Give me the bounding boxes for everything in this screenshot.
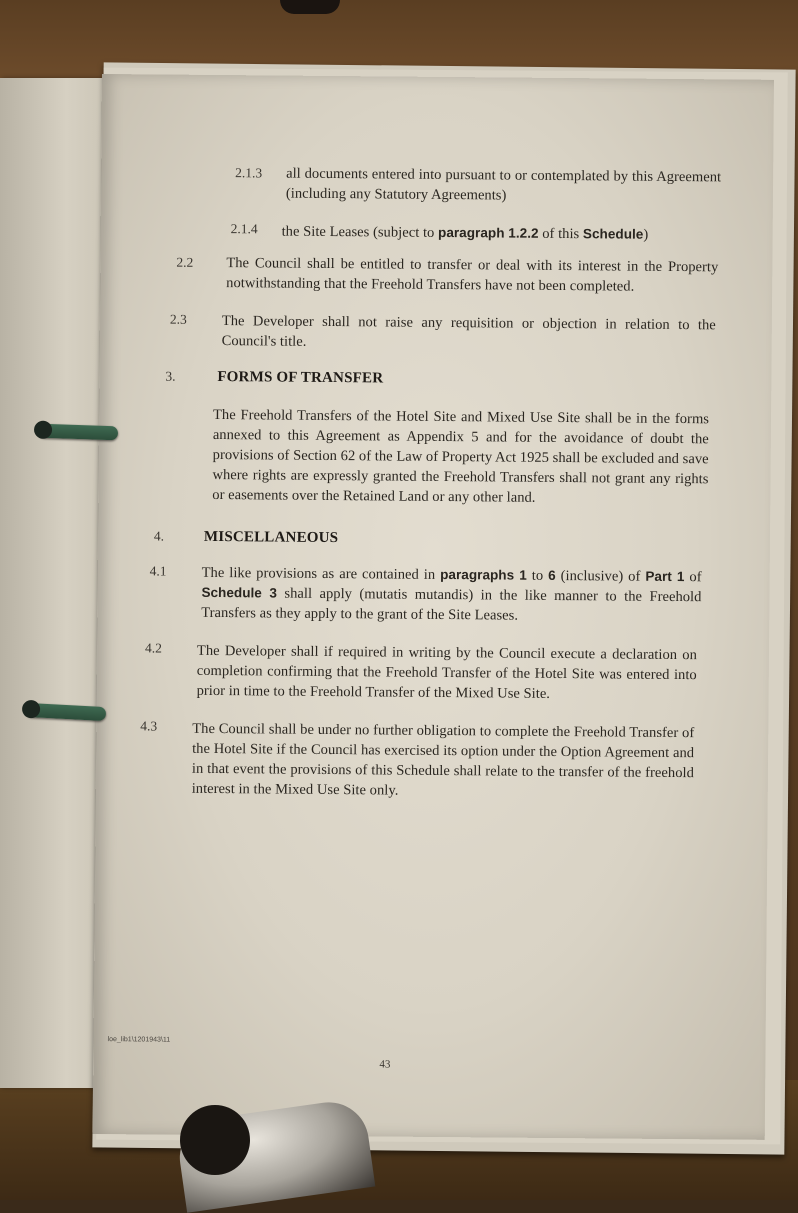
document-reference: loe_lib1\1201943\11 bbox=[107, 1036, 171, 1044]
clause-number: 2.1.3 bbox=[235, 165, 263, 181]
clause-text-part: ) bbox=[643, 226, 649, 243]
clause-text: The Council shall be under no further obligation to complete the Freehold Transfer of the Hotel Site if the Council has exercised its option under the Option Agreement and in that event the provisions of this Schedule shall relate to the transfer of the freehold interest in the Mixed Use Site only. bbox=[191, 720, 695, 799]
desk-object-cap bbox=[180, 1105, 250, 1175]
cross-reference: paragraphs 1 bbox=[440, 566, 527, 583]
clause-text-part: of this bbox=[538, 225, 584, 243]
cross-reference: paragraph 1.2.2 bbox=[438, 224, 539, 241]
section-number: 4. bbox=[153, 528, 165, 544]
document-page bbox=[93, 74, 774, 1140]
clause-text-part: The like provisions as are contained in bbox=[201, 564, 441, 583]
clause-number: 2.3 bbox=[169, 311, 187, 327]
clause-text bbox=[282, 222, 722, 246]
clause-text-part: to bbox=[526, 567, 549, 584]
clause-text-part: (inclusive) of bbox=[555, 567, 646, 585]
clause-number: 4.3 bbox=[140, 718, 158, 734]
clause-text: The Council shall be entitled to transfer or deal with its interest in the Property notwithstanding that the Freehold Transfers have not been completed. bbox=[226, 255, 719, 295]
clause-number: 2.2 bbox=[176, 254, 194, 270]
page-number: 43 bbox=[379, 1058, 391, 1071]
binding-hole bbox=[34, 420, 53, 439]
clause-number: 4.1 bbox=[149, 563, 167, 579]
clause-text: all documents entered into pursuant to or contemplated by this Agreement (including any Statutory Agreements) bbox=[285, 165, 722, 204]
clause-text-part: of bbox=[684, 569, 702, 586]
binding-hole bbox=[22, 700, 41, 719]
clause-text bbox=[201, 563, 702, 627]
clause-text: The Developer shall not raise any requisition or objection in relation to the Council's title. bbox=[221, 313, 716, 350]
clause-number: 4.2 bbox=[144, 640, 162, 656]
clause-text: The Developer shall if required in writing by the Council execute a declaration on completion confirming that the Freehold Transfer of the Hotel Site was entered into prior in time to the Freehold Transfer of the Mixed Use Site. bbox=[196, 642, 698, 702]
binding-string bbox=[38, 424, 118, 441]
cross-reference: Part 1 bbox=[645, 568, 685, 585]
cross-reference: 6 bbox=[548, 567, 556, 583]
section-heading: MISCELLANEOUS bbox=[203, 528, 339, 547]
cross-reference: Schedule 3 bbox=[201, 584, 278, 601]
section-heading: FORMS OF TRANSFER bbox=[217, 369, 384, 387]
clause-text-part: the Site Leases (subject to bbox=[281, 223, 439, 241]
clause-number: 2.1.4 bbox=[230, 221, 258, 237]
section-number: 3. bbox=[165, 368, 176, 384]
cross-reference: Schedule bbox=[582, 226, 644, 242]
section-text: The Freehold Transfers of the Hotel Site and Mixed Use Site shall be in the forms annexed to this Agreement as Appendix 5 and for the avoidance of doubt the provisions of Section 62 of the Law of Property Act 1925 shall be excluded and save where rights are expressly granted the Freehold Transfers shall not grant any rights or easements over the Retained Land or any other land. bbox=[212, 406, 710, 506]
clause-text-part: shall apply (mutatis mutandis) in the like manner to the Freehold Transfers as they apply to the grant of the Site Leases. bbox=[201, 585, 702, 624]
desk-object-top bbox=[280, 0, 340, 14]
